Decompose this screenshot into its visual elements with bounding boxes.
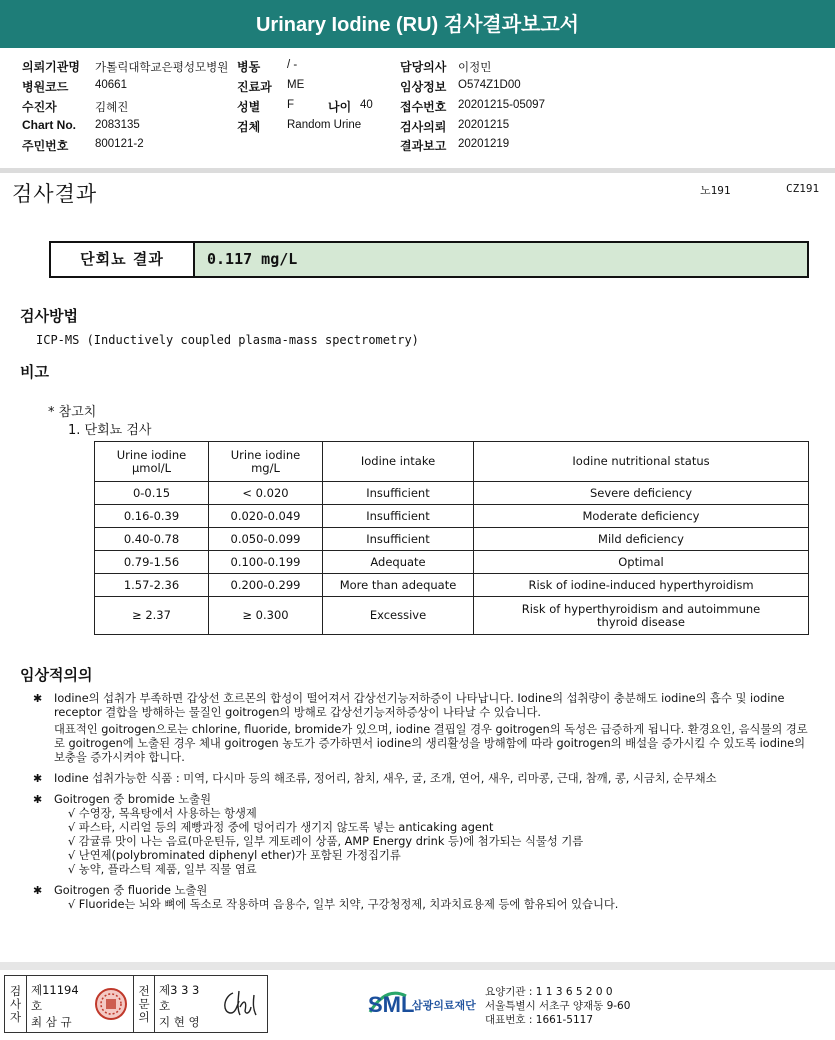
sex-label: 성별: [237, 100, 261, 114]
doctor-value: 이정민: [458, 62, 492, 74]
clinical-text: Iodine의 섭취가 부족하면 갑상선 호르몬의 합성이 떨어져서 갑상선기능저하증이 나타납니다. Iodine의 섭취량이 충분해도 iodine의 흡수 및 iodine receptor 결합을 방해하는 물질인 goitrogen의 방해로 갑상선기능저하증상이 나타날 수 있습니다.: [54, 692, 785, 719]
clinical-heading: 임상적의의: [20, 666, 93, 684]
dept-value: ME: [287, 79, 305, 91]
table-row: [95, 551, 809, 574]
header-cell: Iodine intake: [323, 442, 474, 482]
tester-license: 제11194호: [31, 983, 79, 1013]
footer-divider: [0, 962, 835, 970]
table-cell: 0.16-0.39: [95, 505, 209, 528]
clinical-paragraph-1: [30, 692, 810, 765]
lab-logo-text: SML: [368, 992, 415, 1017]
result-label: 단회뇨 결과: [51, 243, 195, 276]
specialist-label: 전 문 의: [133, 976, 155, 1032]
method-heading: 검사방법: [20, 307, 78, 325]
table-cell: 0.100-0.199: [209, 551, 323, 574]
lab-phone: 대표번호 : 1661-5117: [485, 1014, 594, 1026]
signature-block: [4, 975, 268, 1033]
table-header-row: [95, 442, 809, 482]
clinical-text: Goitrogen 중 bromide 노출원: [54, 793, 211, 806]
report-date-value: 20201219: [458, 138, 510, 150]
table-cell: Excessive: [323, 597, 474, 635]
table-cell: 1.57-2.36: [95, 574, 209, 597]
specimen-value: Random Urine: [287, 119, 362, 131]
list-item: √ 감귤류 맛이 나는 음료(마운틴듀, 일부 게토레이 상품, AMP Energy drink 등)에 첨가되는 식물성 기름: [68, 835, 584, 848]
report-title: Urinary Iodine (RU) 검사결과보고서: [0, 0, 835, 48]
hospital-code-label: 병원코드: [22, 80, 69, 94]
table-cell: Insufficient: [323, 528, 474, 551]
test-code-2: CZ191: [786, 182, 820, 195]
age-value: 40: [360, 99, 373, 111]
reference-subheading: 1. 단회뇨 검사: [68, 423, 152, 438]
table-cell: Mild deficiency: [474, 528, 809, 551]
specimen-label: 검체: [237, 120, 261, 134]
specialist-info: [155, 976, 211, 1032]
table-cell: Optimal: [474, 551, 809, 574]
lab-address: 서울특별시 서초구 양재동 9-60: [485, 1000, 631, 1012]
clinical-paragraph-4: [30, 884, 810, 912]
hospital-code-value: 40661: [95, 79, 127, 91]
specialist-license: 제3 3 3 호: [159, 983, 200, 1013]
table-row: [95, 528, 809, 551]
rrn-label: 주민번호: [22, 139, 69, 153]
report-header: [0, 48, 835, 168]
chart-no-label: Chart No.: [22, 118, 76, 132]
tester-name: 최 삼 규: [31, 1015, 72, 1029]
method-text: ICP-MS (Inductively coupled plasma-mass spectrometry): [36, 333, 419, 347]
clinical-text: 대표적인 goitrogen으로는 chlorine, fluoride, bromide가 있으며, iodine 결핍일 경우 goitrogen의 독성은 급증하게 됩니다. 환경요인, 음식물의 경로로 goitrogen에 노출된 경우 체내 goitrogen 농도가 증가하면서 iodine의 생리활성을 방해함에 따라 goitrogen의 배설을 증가시킬 수 있도록 iodine의 보충을 증가시켜야 합니다.: [54, 723, 808, 764]
table-row: [95, 597, 809, 635]
receipt-value: 20201215-05097: [458, 99, 545, 111]
reference-heading: * 참고치: [48, 405, 97, 420]
clinical-significance: [30, 692, 810, 919]
header-cell: Urine iodine mg/L: [209, 442, 323, 482]
institution-label: 의뢰기관명: [22, 60, 80, 74]
table-cell: Risk of hyperthyroidism and autoimmune thyroid disease: [474, 597, 809, 635]
table-cell: 0.40-0.78: [95, 528, 209, 551]
result-value: 0.117 mg/L: [195, 243, 807, 276]
signature-icon: [211, 976, 267, 1032]
table-row: [95, 505, 809, 528]
dept-label: 진료과: [237, 80, 272, 94]
table-cell: More than adequate: [323, 574, 474, 597]
list-item: √ 농약, 플라스틱 제품, 일부 직물 염료: [68, 863, 257, 876]
lab-logo: [366, 982, 486, 1026]
table-row: [95, 574, 809, 597]
tester-info: [27, 976, 89, 1032]
table-cell: 0.200-0.299: [209, 574, 323, 597]
ward-label: 병동: [237, 60, 261, 74]
clinical-info-value: O574Z1D00: [458, 79, 521, 91]
remarks-heading: 비고: [20, 363, 49, 381]
header-cell: Urine iodine μmol/L: [95, 442, 209, 482]
ward-value: / -: [287, 59, 298, 71]
receipt-label: 접수번호: [400, 100, 447, 114]
specialist-name: 지 현 영: [159, 1015, 200, 1029]
patient-label: 수진자: [22, 100, 57, 114]
sex-value: F: [287, 99, 295, 111]
lab-name: 삼광의료재단: [412, 999, 476, 1012]
clinical-text: Iodine 섭취가능한 식품 : 미역, 다시마 등의 해조류, 정어리, 참치, 새우, 굴, 조개, 연어, 새우, 리마콩, 근대, 참깨, 콩, 시금치, 순무채소: [54, 772, 717, 785]
clinical-paragraph-3: [30, 793, 810, 877]
table-cell: 0.050-0.099: [209, 528, 323, 551]
table-cell: ≥ 2.37: [95, 597, 209, 635]
table-cell: 0.020-0.049: [209, 505, 323, 528]
list-item: √ Fluoride는 뇌와 뼈에 독소로 작용하며 음용수, 일부 치약, 구강청정제, 치과치료용제 등에 함유되어 있습니다.: [68, 898, 619, 911]
request-date-value: 20201215: [458, 119, 510, 131]
bullet-icon: ✱: [33, 884, 43, 897]
rrn-value: 800121-2: [95, 138, 144, 150]
table-cell: Insufficient: [323, 505, 474, 528]
table-cell: Insufficient: [323, 482, 474, 505]
table-row: [95, 482, 809, 505]
chart-no-value: 2083135: [95, 119, 140, 131]
list-item: √ 수영장, 목욕탕에서 사용하는 항생제: [68, 807, 257, 820]
table-cell: Severe deficiency: [474, 482, 809, 505]
table-cell: Adequate: [323, 551, 474, 574]
report-date-label: 결과보고: [400, 139, 447, 153]
table-cell: 0-0.15: [95, 482, 209, 505]
lab-info: [485, 985, 630, 1027]
seal-icon: [89, 976, 133, 1032]
age-label: 나이: [328, 100, 352, 114]
result-heading: 검사결과: [12, 182, 98, 206]
institution-value: 가톨릭대학교은평성모병원: [95, 62, 229, 74]
header-cell: Iodine nutritional status: [474, 442, 809, 482]
table-cell: < 0.020: [209, 482, 323, 505]
test-code-1: 노191: [700, 184, 731, 197]
request-date-label: 검사의뢰: [400, 120, 447, 134]
table-cell: Moderate deficiency: [474, 505, 809, 528]
lab-code: 요양기관 : 1 1 3 6 5 2 0 0: [485, 986, 613, 998]
list-item: √ 난연제(polybrominated diphenyl ether)가 포함된 가정집기류: [68, 849, 401, 862]
list-item: √ 파스타, 시리얼 등의 제빵과정 중에 덩어리가 생기지 않도록 넣는 anticaking agent: [68, 821, 494, 834]
tester-label: 검 사 자: [5, 976, 27, 1032]
table-cell: ≥ 0.300: [209, 597, 323, 635]
bullet-icon: ✱: [33, 772, 43, 785]
table-cell: Risk of iodine-induced hyperthyroidism: [474, 574, 809, 597]
clinical-text: Goitrogen 중 fluoride 노출원: [54, 884, 208, 897]
reference-table: [94, 441, 809, 635]
patient-value: 김혜진: [95, 102, 129, 114]
result-box: [49, 241, 809, 278]
table-cell: 0.79-1.56: [95, 551, 209, 574]
clinical-info-label: 임상정보: [400, 80, 447, 94]
header-divider: [0, 168, 835, 173]
bullet-icon: ✱: [33, 692, 43, 705]
bullet-icon: ✱: [33, 793, 43, 806]
clinical-paragraph-2: [30, 772, 810, 786]
doctor-label: 담당의사: [400, 60, 447, 74]
